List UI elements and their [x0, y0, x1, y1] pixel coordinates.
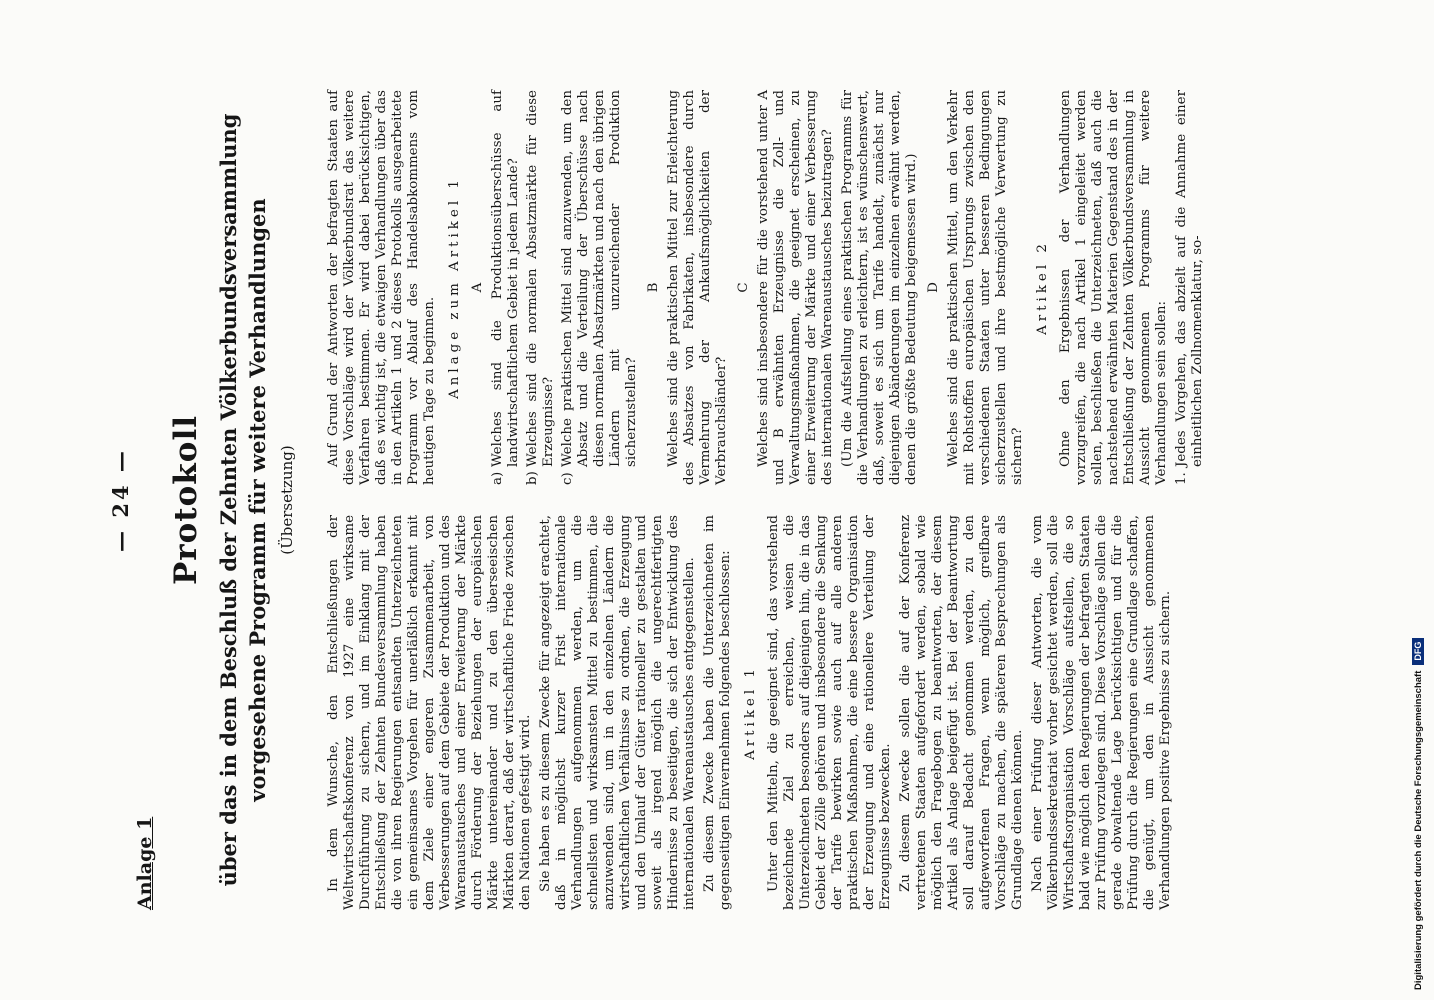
credit-text: Digitalisierung gefördert durch die Deutsche Forschungsgemeinschaft: [1413, 670, 1424, 990]
item-text: Welches sind die Produktionsüberschüsse auf landwirtschaftlichem Gebiet in jedem Lande?: [490, 90, 521, 467]
paragraph: (Um die Aufstellung eines praktischen Programms für die Verhandlungen zu erleichtern, ist es wünschenswert, daß, soweit es sich um Tarife handelt, zunächst nur diejenigen Abänderungen im einzelnen erwähnt werden, denen die größte Bedeutung beigemessen wird.): [840, 90, 919, 485]
appendix-label: Anlage 1: [134, 816, 156, 910]
paragraph: Welches sind die praktischen Mittel, um den Verkehr mit Rohstoffen europäischen Ursprungs zwischen den verschiedenen Staaten unter besseren Bedingungen sicherzustellen und ihre bestmögliche Verwertung zu sichern?: [946, 90, 1025, 485]
paragraph: Nach einer Prüfung dieser Antworten, die vom Völkerbundssekretariat vorher gesichtet werden, soll die Wirtschaftsorganisation Vorschläge aufstellen, die so bald wie möglich den Regierungen der befragten Staaten zur Prüfung vorzulegen sind. Diese Vorschläge sollen die gerade obwaltende Lage berücksichtigen und für die Prüfung durch die Regierungen eine Grundlage schaffen, die genügt, um den in Aussicht genommenen Verhandlungen positive Ergebnisse zu sichern.: [1030, 515, 1173, 910]
paragraph: Zu diesem Zwecke sollen die auf der Konferenz vertretenen Staaten aufgefordert werden, sobald wie möglich den Fragebogen zu beantworten, der diesem Artikel als Anlage beigefügt ist. Bei der Beantwortung soll darauf Bedacht genommen werden, zu den aufgeworfenen Fragen, wenn möglich, greifbare Vorschläge zu machen, die späteren Besprechungen als Grundlage dienen können.: [898, 515, 1025, 910]
item-text: Welche praktischen Mittel sind anzuwenden, um den Absatz und die Verteilung der Überschüsse nach diesen normalen Absatzmärkten und nach den übrigen Ländern mit unzureichender Produktion sicherzustellen?: [560, 90, 639, 467]
translation-note: (Übersetzung): [278, 445, 296, 555]
dfg-logo: DFG: [1412, 638, 1424, 665]
article-heading: Artikel 1: [743, 665, 758, 760]
right-column: [326, 90, 1209, 485]
paragraph: Zu diesem Zwecke haben die Unterzeichneten im gegenseitigen Einvernehmen folgendes beschlossen:: [702, 515, 733, 910]
document-subtitle: über das in dem Beschluß der Zehnten Völkerbundsversammlung vorgesehene Programm für weitere Verhandlungen: [216, 113, 270, 887]
left-column: [326, 515, 1178, 910]
annex-heading: Anlage zum Artikel 1: [447, 176, 462, 399]
document-title: Protokoll: [168, 414, 204, 586]
paragraph: Unter den Mitteln, die geeignet sind, das vorstehend bezeichnete Ziel zu erreichen, weisen die Unterzeichneten besonders auf diejenigen hin, die in das Gebiet der Zölle gehören und insbesondere die Senkung der Tarife bewirken sowie auch auf alle anderen praktischen Maßnahmen, die eine bessere Organisation der Erzeugung und eine rationellere Verteilung der Erzeugnisse bezwecken.: [766, 515, 893, 910]
page-number: — 24 —: [108, 448, 133, 552]
digitization-credit: [1408, 0, 1434, 1000]
article-heading: Artikel 2: [1035, 240, 1050, 335]
item-label: a): [490, 471, 505, 485]
section-letter: A: [470, 282, 485, 293]
item-label: 1.: [1174, 472, 1189, 485]
section-letter: D: [926, 282, 941, 293]
paragraph: Welches sind die praktischen Mittel zur Erleichterung des Absatzes von Fabrikaten, insbesondere durch Vermehrung der Ankaufsmöglichkeiten der Verbrauchsländer?: [666, 90, 729, 485]
paragraph: Sie haben es zu diesem Zwecke für angezeigt erachtet, daß in möglichst kurzer Frist internationale Verhandlungen aufgenommen werden, um die schnellsten und wirksamsten Mittel zu bestimmen, die anzuwenden sind, um in den einzelnen Ländern die wirtschaftlichen Verhältnisse zu ordnen, die Erzeugung und den Umlauf der Güter rationeller zu gestalten und soweit als irgend möglich die ungerechtfertigten Hindernisse zu beseitigen, die sich der Entwicklung des internationalen Warenaustausches entgegenstellen.: [538, 515, 697, 910]
paragraph: Auf Grund der Antworten der befragten Staaten auf diese Vorschläge wird der Völkerbundsrat das weitere Verfahren bestimmen. Er wird dabei berücksichtigen, daß es wichtig ist, die etwaigen Verhandlungen über das in den Artikeln 1 und 2 dieses Protokolls ausgearbeitete Programm vor Ablauf des Handelsabkommens vom heutigen Tage zu beginnen.: [326, 90, 437, 485]
paragraph: Ohne den Ergebnissen der Verhandlungen vorzugreifen, die nach Artikel 1 eingeleitet werden sollen, beschließen die Unterzeichneten, daß auch die nachstehend erwähnten Materien Gegenstand des in der Entschließung der Zehnten Völkerbundsversammlung in Aussicht genommenen Programms für weitere Verhandlungen sein sollen:: [1058, 90, 1169, 485]
item-text: Jedes Vorgehen, das abzielt auf die Annahme einer einheitlichen Zollnomenklatur, so-: [1174, 90, 1205, 467]
question-item: [525, 90, 557, 485]
credit-line: [1412, 10, 1424, 990]
item-label: b): [525, 471, 540, 485]
list-item: [1174, 90, 1206, 485]
question-item: [490, 90, 522, 485]
item-text: Welches sind die normalen Absatzmärkte für diese Erzeugnisse?: [525, 90, 556, 467]
question-item: [560, 90, 640, 485]
section-letter: C: [736, 282, 751, 293]
paragraph: In dem Wunsche, den Entschließungen der Weltwirtschaftskonferenz von 1927 eine wirksame Durchführung zu sichern, und im Einklang mit der Entschließung der Zehnten Bundesversammlung haben die von ihren Regierungen entsandten Unterzeichneten ein gemeinsames Vorgehen für unerläßlich erkannt mit dem Ziele einer engeren Zusammenarbeit, von Verbesserungen auf dem Gebiete der Produktion und des Warenaustausches und einer Erweiterung der Märkte durch Förderung der Beziehungen der europäischen Märkte untereinander und zu den überseeischen Märkten derart, daß der wirtschaftliche Friede zwischen den Nationen gefestigt wird.: [326, 515, 533, 910]
document-page: [90, 90, 1400, 910]
section-letter: B: [646, 282, 661, 293]
item-label: c): [560, 472, 575, 485]
paragraph: Welches sind insbesondere für die vorstehend unter A und B erwähnten Erzeugnisse die Zoll- und Verwaltungsmaßnahmen, die geeignet erscheinen, zu einer Erweiterung der Märkte und einer Verbesserung des internationalen Warenaustausches beizutragen?: [756, 90, 835, 485]
